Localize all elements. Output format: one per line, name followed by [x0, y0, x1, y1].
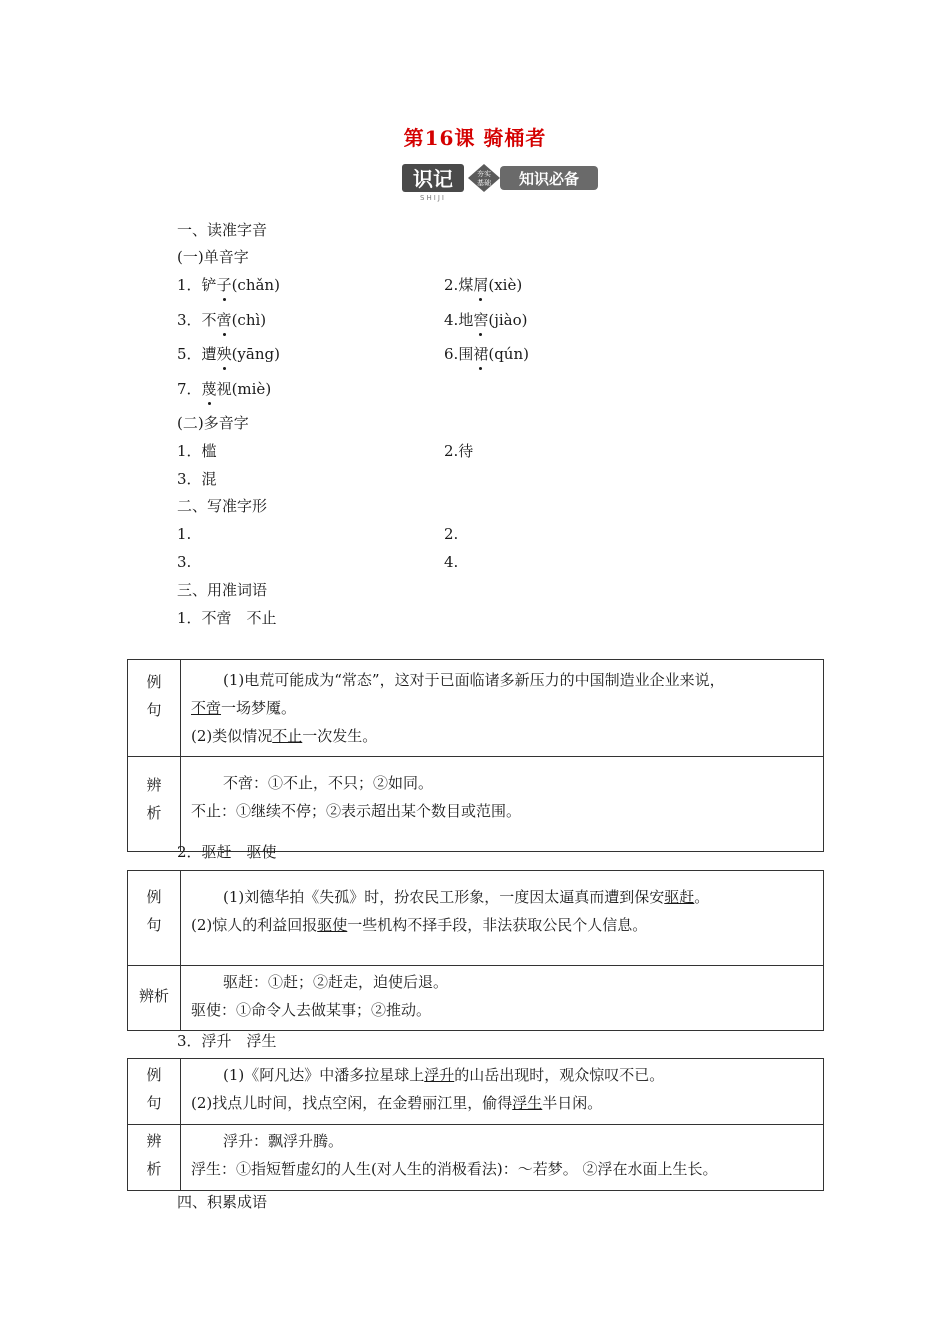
- polyphone-item: 1．槛: [177, 442, 217, 460]
- glyph-item: 4.: [444, 553, 459, 571]
- pronunciation-item: 1．铲子(chǎn): [177, 276, 280, 294]
- pronunciation-item: 2.煤屑(xiè): [444, 276, 523, 294]
- analysis-label: 辨 析: [128, 757, 181, 852]
- page-title: 第16课 骑桶者: [403, 126, 547, 150]
- section-heading: 三、用准词语: [177, 581, 268, 599]
- pronunciation-item: 7．蔑视(miè): [177, 380, 272, 398]
- svg-text:夯实: 夯实: [477, 170, 491, 178]
- banner-main-text: 识记: [413, 167, 453, 191]
- analysis-label: 辨 析: [128, 1125, 181, 1191]
- svg-text:基础: 基础: [477, 179, 491, 187]
- glyph-item: 1.: [177, 525, 192, 543]
- example-label: 例 句: [128, 871, 181, 966]
- comparison-table: [127, 659, 824, 852]
- example-sentences: (1)刘德华拍《失孤》时，扮农民工形象，一度因太逼真而遭到保安驱赶。 (2)惊人的利益回报驱使一些机构不择手段，非法获取公民个人信息。: [181, 871, 824, 966]
- pronunciation-item: 5．遭殃(yāng): [177, 345, 280, 363]
- glyph-item: 3.: [177, 553, 192, 571]
- example-label: 例 句: [128, 1059, 181, 1125]
- word-pair-title: 3．浮升 浮生: [177, 1032, 277, 1050]
- section-heading: 二、写准字形: [177, 497, 268, 515]
- polyphone-item: 3．混: [177, 470, 217, 488]
- pronunciation-item: 3．不啻(chì): [177, 311, 267, 329]
- word-pair-title: 1．不啻 不止: [177, 609, 277, 627]
- banner-diamond: [468, 164, 500, 192]
- example-label: 例 句: [128, 660, 181, 757]
- glyph-item: 2.: [444, 525, 459, 543]
- polyphone-item: 2.待: [444, 442, 474, 460]
- analysis-text: 浮升：飘浮升腾。 浮生：①指短暂虚幻的人生(对人生的消极看法)：～若梦。 ②浮在水面上生长。: [181, 1125, 824, 1191]
- comparison-table: [127, 1058, 824, 1191]
- example-sentences: (1)《阿凡达》中潘多拉星球上浮升的山岳出现时，观众惊叹不已。 (2)找点儿时间，找点空闲，在金碧丽江里，偷得浮生半日闲。: [181, 1059, 824, 1125]
- pronunciation-item: 4.地窖(jiào): [444, 311, 528, 329]
- banner-pinyin: SHIJI: [420, 194, 446, 202]
- word-pair-title: 2．驱赶 驱使: [177, 843, 277, 861]
- analysis-text: 不啻：①不止，不只；②如同。 不止：①继续不停；②表示超出某个数目或范围。: [181, 757, 824, 852]
- comparison-table: [127, 870, 824, 1031]
- banner-tag-text: 知识必备: [518, 170, 580, 188]
- analysis-label: 辨析: [128, 966, 181, 1031]
- section-heading: 一、读准字音: [177, 221, 268, 239]
- section-heading: 四、积累成语: [177, 1193, 268, 1211]
- pronunciation-item: 6.围裙(qún): [444, 345, 529, 363]
- subsection-heading: (二)多音字: [177, 414, 249, 432]
- section-banner: [400, 160, 605, 202]
- analysis-text: 驱赶：①赶；②赶走，迫使后退。 驱使：①命令人去做某事；②推动。: [181, 966, 824, 1031]
- subsection-heading: (一)单音字: [177, 248, 249, 266]
- example-sentences: (1)电荒可能成为“常态”，这对于已面临诸多新压力的中国制造业企业来说， 不啻一场梦魇。 (2)类似情况不止一次发生。: [181, 660, 824, 757]
